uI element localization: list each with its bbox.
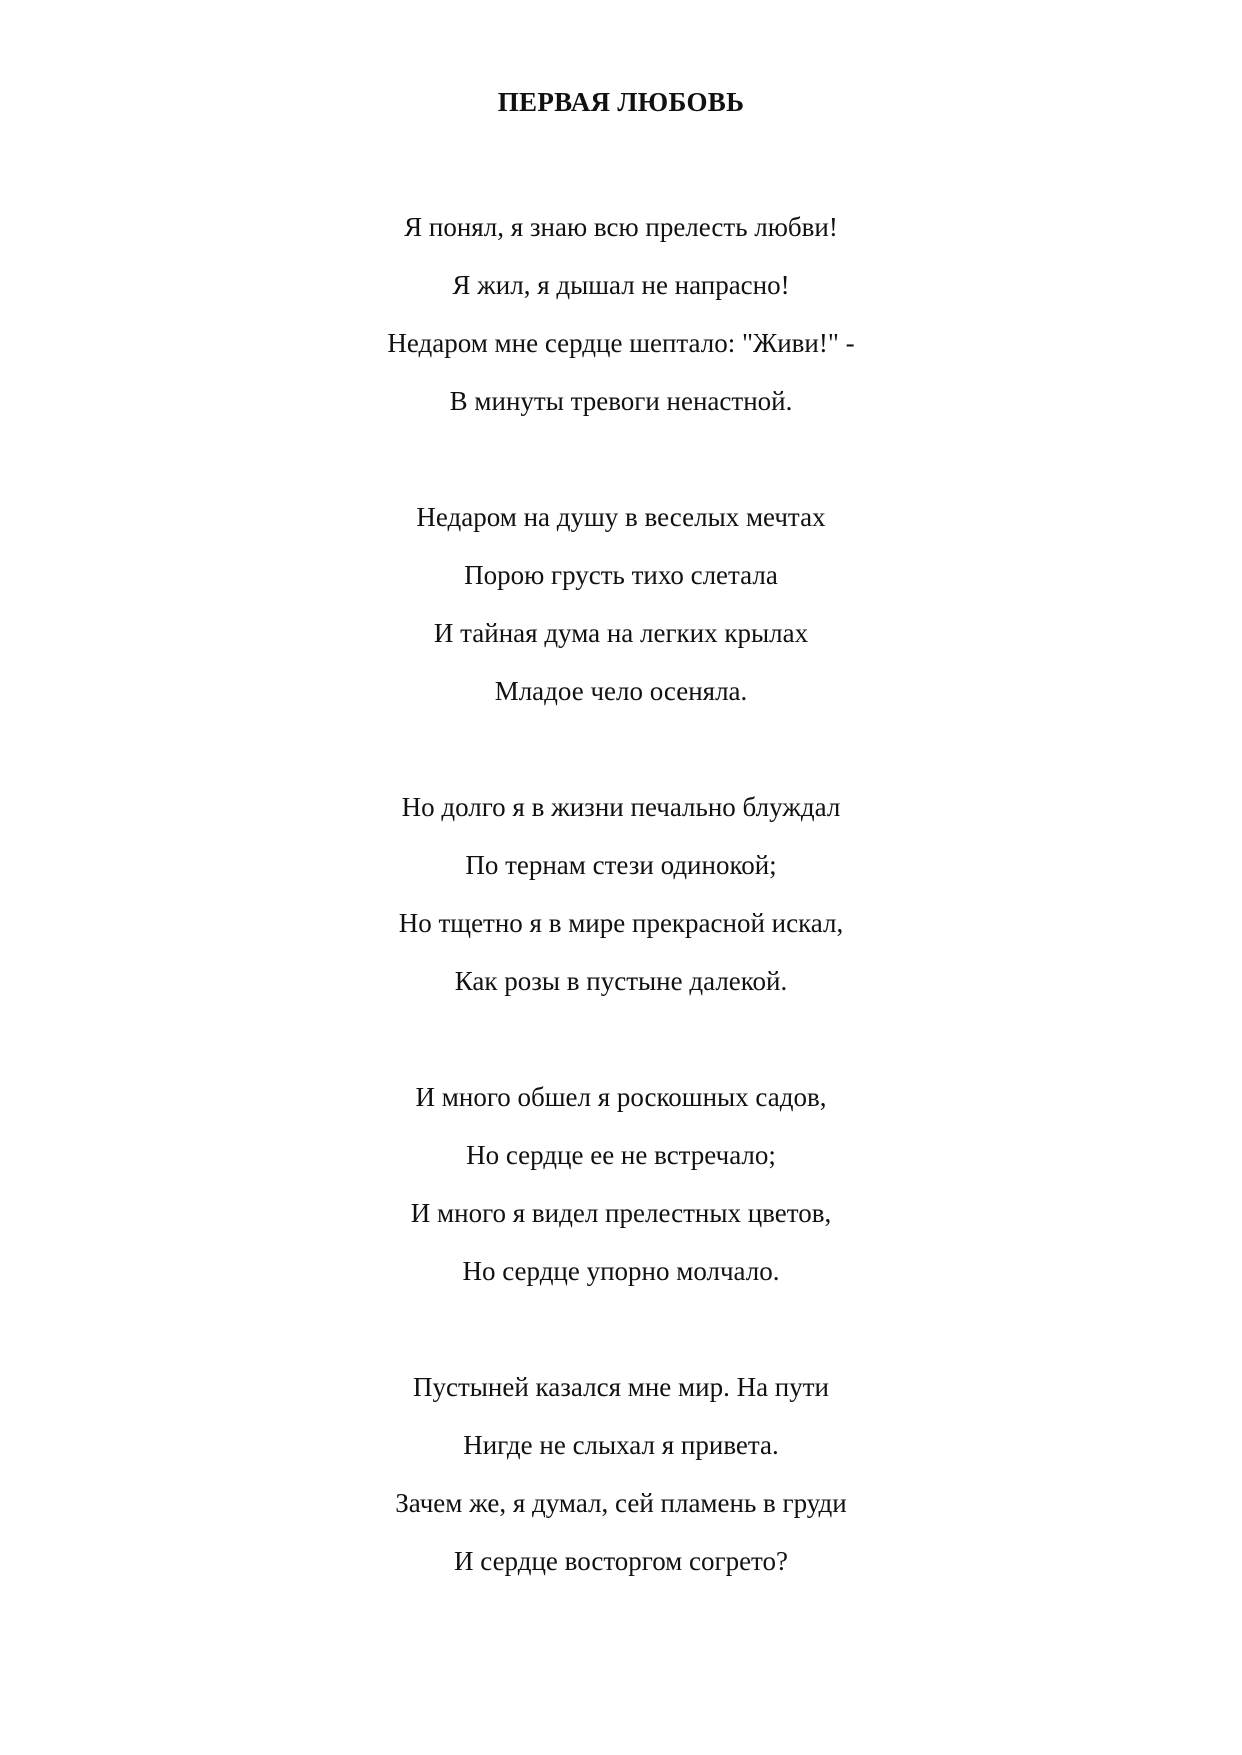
poem-line: Пустыней казался мне мир. На пути xyxy=(413,1372,829,1402)
stanza-1 xyxy=(0,198,1242,430)
poem-line: Недаром мне сердце шептало: "Живи!" - xyxy=(387,328,855,358)
poem-line: Недаром на душу в веселых мечтах xyxy=(416,502,826,532)
poem-line: Нигде не слыхал я привета. xyxy=(463,1430,779,1460)
poem-line: Но тщетно я в мире прекрасной искал, xyxy=(398,908,844,938)
poem-line: Как розы в пустыне далекой. xyxy=(454,966,788,996)
stanza-4 xyxy=(0,1068,1242,1300)
stanza-2 xyxy=(0,488,1242,720)
poem-line: Порою грусть тихо слетала xyxy=(464,560,778,590)
poem-line: Я понял, я знаю всю прелесть любви! xyxy=(404,212,838,242)
stanza-3 xyxy=(0,778,1242,1010)
poem-line: Но сердце ее не встречало; xyxy=(466,1140,776,1170)
poem-line: И много я видел прелестных цветов, xyxy=(410,1198,832,1228)
poem-line: В минуты тревоги ненастной. xyxy=(449,386,793,416)
poem-line: Младое чело осеняла. xyxy=(494,676,748,706)
poem-line: Я жил, я дышал не напрасно! xyxy=(452,270,790,300)
stanza-5 xyxy=(0,1358,1242,1590)
poem-line: Зачем же, я думал, сей пламень в груди xyxy=(395,1488,847,1518)
poem-body xyxy=(0,198,1242,1648)
poem-line: И тайная дума на легких крылах xyxy=(433,618,809,648)
poem-line: Но сердце упорно молчало. xyxy=(462,1256,780,1286)
poem-line: И сердце восторгом согрето? xyxy=(454,1546,788,1576)
poem-line: Но долго я в жизни печально блуждал xyxy=(401,792,841,822)
poem-line: И много обшел я роскошных садов, xyxy=(415,1082,827,1112)
poem-title: ПЕРВАЯ ЛЮБОВЬ xyxy=(497,87,745,117)
poem-line: По тернам стези одинокой; xyxy=(465,850,777,880)
